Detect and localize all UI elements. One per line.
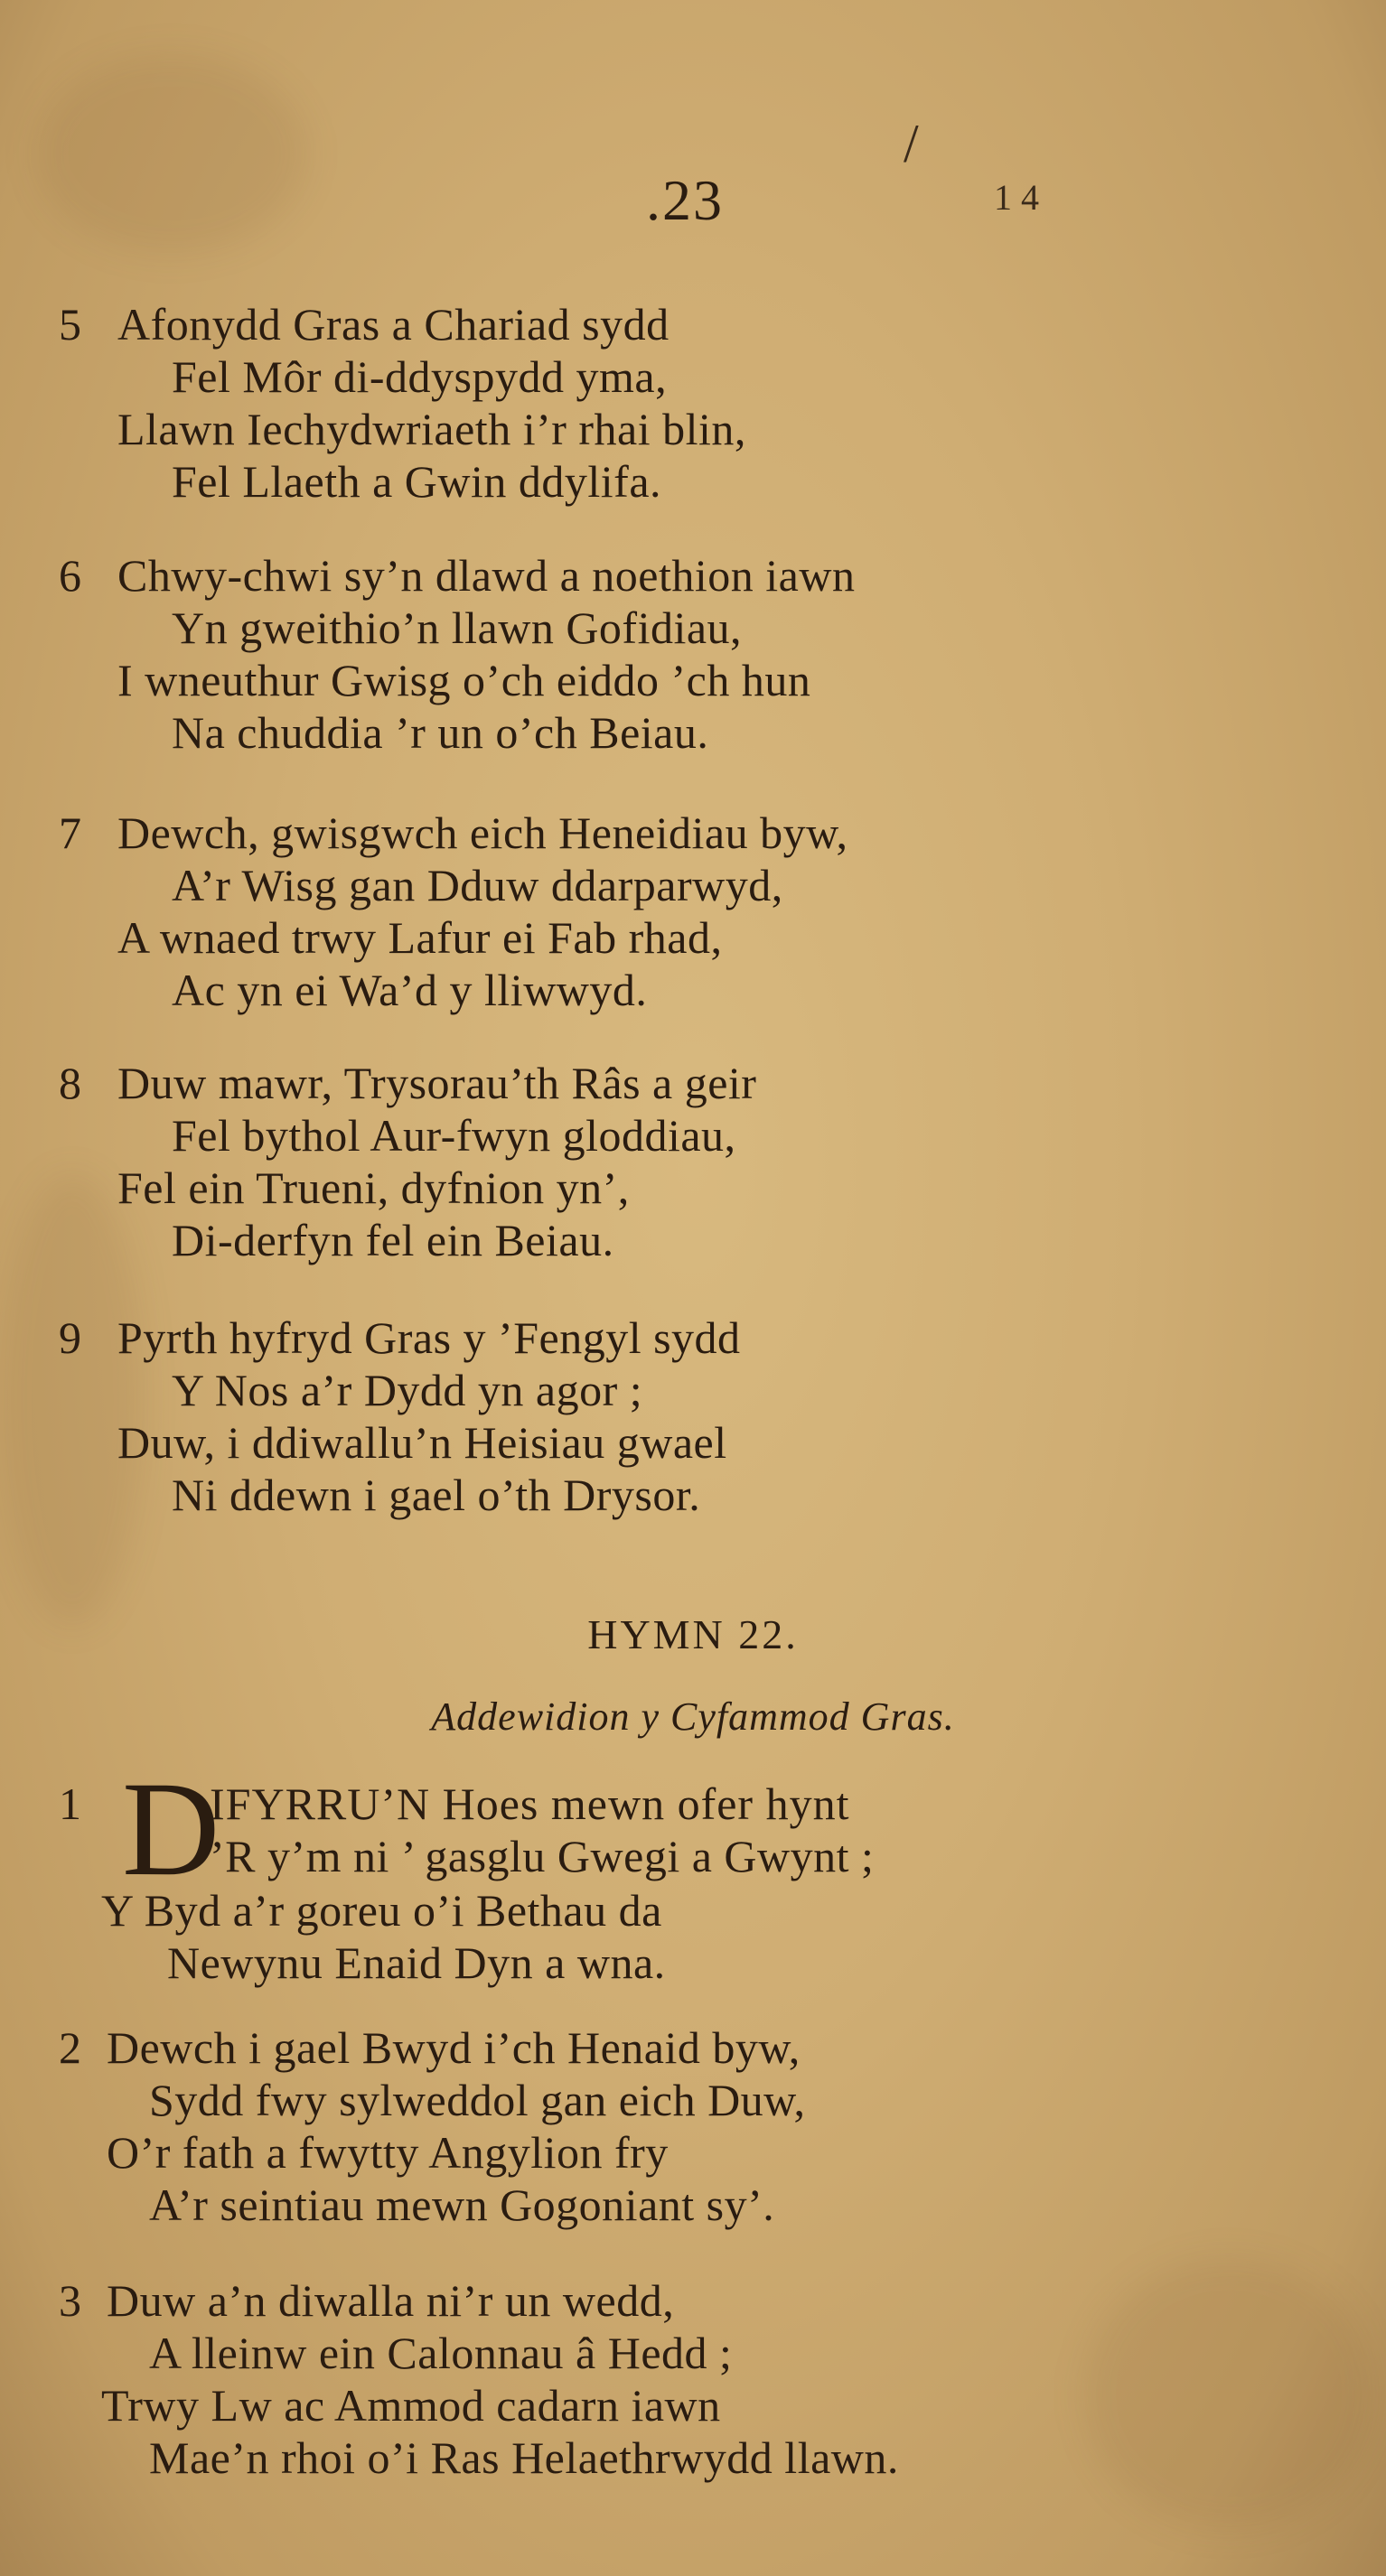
verse-line: Ac yn ei Wa’d y lliwwyd. (172, 965, 648, 1015)
verse-line: Y Nos a’r Dydd yn agor ; (172, 1365, 643, 1415)
verse-line: Yn gweithio’n llawn Gofidiau, (172, 602, 743, 653)
verse-line: Fel ein Trueni, dyfnion yn’, (117, 1162, 630, 1213)
verse-line: A’r seintiau mewn Gogoniant sy’. (149, 2179, 775, 2230)
verse-line: Sydd fwy sylweddol gan eich Duw, (149, 2075, 806, 2125)
verse-number: 9 (59, 1312, 81, 1363)
verse-line: Duw, i ddiwallu’n Heisiau gwael (117, 1417, 727, 1468)
verse-line: ’R y’m ni ’ gasglu Gwegi a Gwynt ; (210, 1831, 875, 1881)
verse-line: IFYRRU’N Hoes mewn ofer hynt (210, 1778, 850, 1829)
verse-line: Mae’n rhoi o’i Ras Helaethrwydd llawn. (149, 2432, 899, 2483)
verse-number: 5 (59, 299, 81, 350)
verse-line: Fel Môr di-ddyspydd yma, (172, 351, 668, 402)
verse-number: 7 (59, 807, 81, 858)
verse-line: Dewch i gael Bwyd i’ch Henaid byw, (107, 2022, 801, 2073)
verse-line: O’r fath a fwytty Angylion fry (107, 2127, 669, 2178)
verse-number: 6 (59, 550, 81, 601)
paper-stain (0, 1174, 145, 1626)
verse-number: 2 (59, 2022, 81, 2073)
verse-line: Duw mawr, Trysorau’th Râs a geir (117, 1058, 757, 1108)
verse-line: Duw a’n diwalla ni’r un wedd, (107, 2275, 675, 2326)
verse-line: Ni ddewn i gael o’th Drysor. (172, 1470, 701, 1520)
paper-stain (1084, 2258, 1373, 2529)
verse-line: I wneuthur Gwisg o’ch eiddo ’ch hun (117, 655, 811, 705)
verse-line: Di-derfyn fel ein Beiau. (172, 1215, 614, 1265)
verse-line: Chwy-chwi sy’n dlawd a noethion iawn (117, 550, 856, 601)
hymn-subtitle: Addewidion y Cyfammod Gras. (431, 1694, 955, 1739)
verse-line: Trwy Lw ac Ammod cadarn iawn (101, 2380, 721, 2431)
verse-line: Newynu Enaid Dyn a wna. (167, 1937, 666, 1988)
verse-line: A lleinw ein Calonnau â Hedd ; (149, 2328, 733, 2378)
verse-line: Na chuddia ’r un o’ch Beiau. (172, 707, 709, 758)
verse-line: Pyrth hyfryd Gras y ’Fengyl sydd (117, 1312, 741, 1363)
paper-stain (36, 54, 307, 253)
verse-line: Afonydd Gras a Chariad sydd (117, 299, 670, 350)
verse-line: Fel bythol Aur-fwyn gloddiau, (172, 1110, 736, 1161)
hymn-title: HYMN 22. (587, 1611, 799, 1657)
verse-number: 1 (59, 1778, 81, 1829)
verse-line: A wnaed trwy Lafur ei Fab rhad, (117, 912, 723, 963)
verse-number: 8 (59, 1058, 81, 1108)
verse-line: Fel Llaeth a Gwin ddylifa. (172, 456, 662, 507)
handwritten-mark: / (904, 114, 919, 173)
handwritten-mark: 1 4 (994, 177, 1039, 218)
verse-line: A’r Wisg gan Dduw ddarparwyd, (172, 860, 783, 910)
verse-number: 3 (59, 2275, 81, 2326)
verse-line: Llawn Iechydwriaeth i’r rhai blin, (117, 404, 746, 454)
page-number: .23 (646, 168, 724, 232)
verse-line: Y Byd a’r goreu o’i Bethau da (101, 1885, 662, 1936)
drop-cap: D (122, 1754, 220, 1904)
verse-line: Dewch, gwisgwch eich Heneidiau byw, (117, 807, 848, 858)
